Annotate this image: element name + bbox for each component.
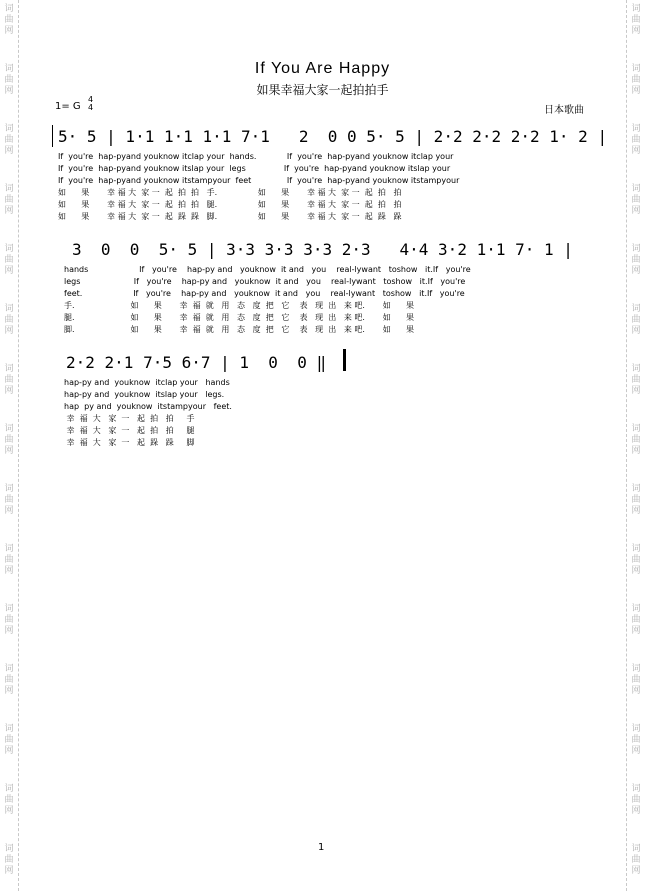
- watermark-right-11: 词 曲 网: [631, 604, 641, 636]
- system1-lyric-3: If you're hap-pyand youknow itstampyour feet If you're hap-pyand youknow itstampyour: [58, 176, 460, 185]
- watermark-right-9: 词 曲 网: [631, 484, 641, 516]
- system1-lyric-1: If you're hap-pyand youknow itclap your hands. If you're hap-pyand youknow itclap your: [58, 152, 454, 161]
- right-margin-line: [626, 0, 627, 891]
- watermark-right-1: 词 曲 网: [631, 4, 641, 36]
- time-signature-top: 4: [88, 95, 94, 104]
- system1-lyric-4: 如 果 幸 福 大 家 一 起 拍 拍 手. 如 果 幸 福 大 家 一 起 拍 拍: [58, 188, 402, 197]
- system3-lyric-3: hap py and youknow itstampyour feet.: [64, 402, 232, 411]
- system2-lyric-2: legs If you're hap-py and youknow it and you real-lywant toshow it.If you're: [64, 277, 466, 286]
- system3-lyric-6: 幸 福 大 家 一 起 跺 跺 脚: [64, 438, 195, 447]
- system2-lyric-4: 手. 如 果 幸 福 就 用 态 度 把 它 表 现 出 来 吧. 如 果: [64, 301, 414, 310]
- watermark-left-9: 词 曲 网: [4, 484, 14, 516]
- system2-notes: 3 0 0 5· 5 | 3·3 3·3 3·3 2·3 4·4 3·2 1·1 7· 1 |: [72, 240, 573, 259]
- watermark-right-12: 词 曲 网: [631, 664, 641, 696]
- composer-credit: 日本歌曲: [544, 105, 584, 116]
- watermark-left-12: 词 曲 网: [4, 664, 14, 696]
- system1-start-bar: [52, 125, 53, 147]
- time-signature-bottom: 4: [88, 103, 94, 112]
- watermark-right-2: 词 曲 网: [631, 64, 641, 96]
- watermark-right-7: 词 曲 网: [631, 364, 641, 396]
- left-margin-line: [18, 0, 19, 891]
- watermark-right-14: 词 曲 网: [631, 784, 641, 816]
- watermark-left-2: 词 曲 网: [4, 64, 14, 96]
- system3-notes: 2·2 2·1 7·5 6·7 | 1 0 0 ‖: [66, 353, 327, 372]
- watermark-right-5: 词 曲 网: [631, 244, 641, 276]
- watermark-left-8: 词 曲 网: [4, 424, 14, 456]
- watermark-right-10: 词 曲 网: [631, 544, 641, 576]
- system2-lyric-5: 腿. 如 果 幸 福 就 用 态 度 把 它 表 现 出 来 吧. 如 果: [64, 313, 414, 322]
- system3-lyric-1: hap-py and youknow itclap your hands: [64, 378, 230, 387]
- watermark-right-3: 词 曲 网: [631, 124, 641, 156]
- watermark-right-6: 词 曲 网: [631, 304, 641, 336]
- system3-lyric-5: 幸 福 大 家 一 起 拍 拍 腿: [64, 426, 195, 435]
- watermark-left-1: 词 曲 网: [4, 4, 14, 36]
- system1-lyric-5: 如 果 幸 福 大 家 一 起 拍 拍 腿. 如 果 幸 福 大 家 一 起 拍 拍: [58, 200, 402, 209]
- watermark-right-4: 词 曲 网: [631, 184, 641, 216]
- final-double-bar-thick: [343, 349, 346, 371]
- watermark-right-15: 词 曲 网: [631, 844, 641, 876]
- key-signature: 1= G: [55, 101, 81, 112]
- system3-lyric-2: hap-py and youknow itslap your legs.: [64, 390, 225, 399]
- watermark-left-6: 词 曲 网: [4, 304, 14, 336]
- watermark-right-13: 词 曲 网: [631, 724, 641, 756]
- watermark-left-15: 词 曲 网: [4, 844, 14, 876]
- watermark-left-4: 词 曲 网: [4, 184, 14, 216]
- system2-lyric-3: feet. If you're hap-py and youknow it and you real-lywant toshow it.If you're: [64, 289, 465, 298]
- watermark-left-5: 词 曲 网: [4, 244, 14, 276]
- watermark-right-8: 词 曲 网: [631, 424, 641, 456]
- system2-lyric-6: 脚. 如 果 幸 福 就 用 态 度 把 它 表 现 出 来 吧. 如 果: [64, 325, 414, 334]
- watermark-left-3: 词 曲 网: [4, 124, 14, 156]
- system3-lyric-4: 幸 福 大 家 一 起 拍 拍 手: [64, 414, 195, 423]
- watermark-left-11: 词 曲 网: [4, 604, 14, 636]
- system1-lyric-2: If you're hap-pyand youknow itslap your legs If you're hap-pyand youknow itslap your: [58, 164, 451, 173]
- watermark-left-7: 词 曲 网: [4, 364, 14, 396]
- page-number: 1: [318, 842, 325, 853]
- system2-lyric-1: hands If you're hap-py and youknow it and you real-lywant toshow it.If you're: [64, 265, 471, 274]
- song-title: If You Are Happy: [254, 60, 391, 77]
- time-signature: [88, 96, 93, 112]
- system1-lyric-6: 如 果 幸 福 大 家 一 起 跺 跺 脚. 如 果 幸 福 大 家 一 起 跺 跺: [58, 212, 402, 221]
- watermark-left-10: 词 曲 网: [4, 544, 14, 576]
- watermark-left-13: 词 曲 网: [4, 724, 14, 756]
- song-subtitle: 如果幸福大家一起拍拍手: [256, 83, 389, 97]
- watermark-left-14: 词 曲 网: [4, 784, 14, 816]
- system1-notes: 5· 5 | 1·1 1·1 1·1 7·1 2 0 0 5· 5 | 2·2 2·2 2·2 1· 2 |: [58, 127, 608, 146]
